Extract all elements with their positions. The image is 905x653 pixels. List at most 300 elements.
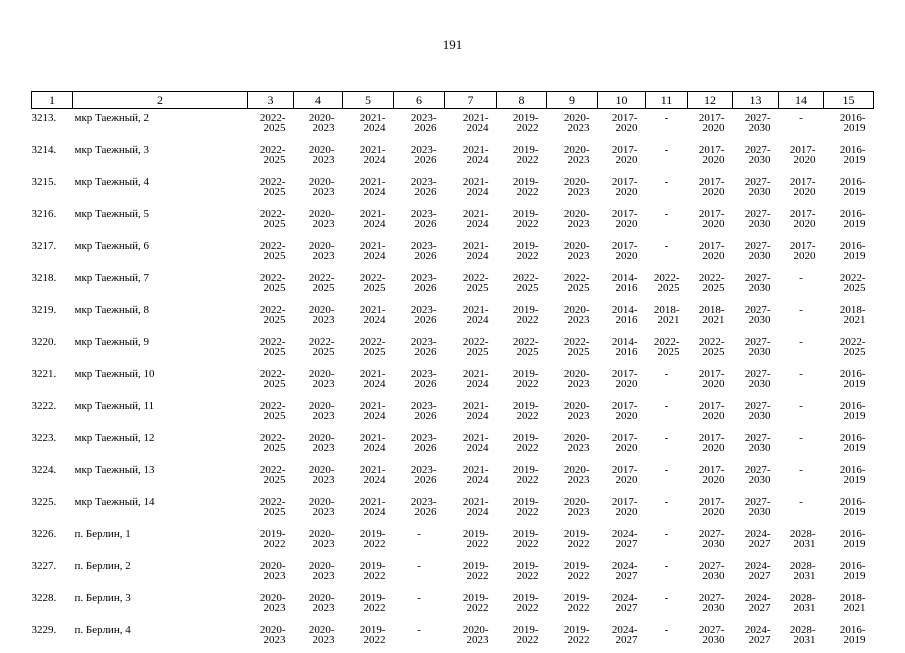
period-cell (688, 301, 733, 333)
period-end: 2019 (824, 539, 866, 549)
period-start: 2019- (497, 145, 539, 155)
table-row (32, 365, 874, 397)
period-cell (394, 205, 445, 237)
period-cell (294, 269, 343, 301)
period-cell (598, 557, 646, 589)
period-cell (598, 461, 646, 493)
period-start: 2016- (824, 625, 866, 635)
period-cell (497, 333, 547, 365)
period-start: 2021- (343, 209, 386, 219)
period-end: 2023 (294, 251, 335, 261)
empty-period-cell: - (646, 557, 688, 589)
period-cell (445, 493, 497, 525)
period-cell (294, 493, 343, 525)
period-cell (248, 397, 294, 429)
period-cell (598, 493, 646, 525)
period-cell (688, 589, 733, 621)
period-start: 2022- (248, 145, 286, 155)
address-cell: мкр Таежный, 6 (73, 237, 248, 269)
period-end: 2020 (598, 219, 638, 229)
address-cell: мкр Таежный, 4 (73, 173, 248, 205)
period-end: 2027 (598, 603, 638, 613)
period-start: 2019- (445, 593, 489, 603)
period-cell (445, 109, 497, 142)
period-cell (248, 237, 294, 269)
period-start: 2027- (733, 465, 771, 475)
period-start: 2021- (445, 497, 489, 507)
period-start: 2017- (688, 177, 725, 187)
period-cell (598, 429, 646, 461)
period-start: 2022- (547, 337, 590, 347)
period-start: 2017- (779, 177, 816, 187)
period-start: 2017- (688, 497, 725, 507)
period-start: 2021- (343, 113, 386, 123)
period-end: 2016 (598, 283, 638, 293)
period-start: 2017- (688, 465, 725, 475)
period-start: 2022- (248, 305, 286, 315)
period-start: 2016- (824, 529, 866, 539)
period-start: 2017- (598, 241, 638, 251)
period-cell (294, 109, 343, 142)
period-start: 2027- (733, 401, 771, 411)
period-start: 2020- (294, 497, 335, 507)
period-end: 2023 (547, 187, 590, 197)
period-start: 2023- (394, 433, 437, 443)
period-start: 2023- (394, 241, 437, 251)
period-cell (688, 621, 733, 653)
period-end: 2023 (547, 123, 590, 133)
period-start: 2014- (598, 337, 638, 347)
period-start: 2023- (394, 113, 437, 123)
address-cell: п. Берлин, 1 (73, 525, 248, 557)
period-start: 2019- (547, 593, 590, 603)
period-cell (497, 397, 547, 429)
period-start: 2017- (688, 113, 725, 123)
period-end: 2023 (547, 475, 590, 485)
period-cell (445, 269, 497, 301)
period-cell (497, 173, 547, 205)
period-start: 2022- (547, 273, 590, 283)
period-cell (497, 621, 547, 653)
empty-period-cell: - (394, 621, 445, 653)
table-row (32, 461, 874, 493)
table-row (32, 173, 874, 205)
period-end: 2022 (497, 411, 539, 421)
period-end: 2025 (248, 123, 286, 133)
empty-period-cell: - (646, 621, 688, 653)
period-start: 2020- (294, 305, 335, 315)
period-cell (445, 333, 497, 365)
period-start: 2027- (688, 561, 725, 571)
period-start: 2020- (294, 433, 335, 443)
period-end: 2031 (779, 635, 816, 645)
row-number: 3226. (32, 525, 73, 557)
table-row (32, 397, 874, 429)
period-end: 2023 (547, 251, 590, 261)
period-start: 2019- (497, 369, 539, 379)
period-end: 2025 (248, 315, 286, 325)
period-start: 2019- (497, 113, 539, 123)
period-start: 2017- (688, 401, 725, 411)
period-end: 2030 (733, 347, 771, 357)
period-start: 2021- (343, 401, 386, 411)
period-cell (497, 237, 547, 269)
period-cell (598, 397, 646, 429)
period-cell (547, 109, 598, 142)
period-cell (598, 141, 646, 173)
period-cell (497, 141, 547, 173)
period-start: 2016- (824, 177, 866, 187)
period-cell (394, 237, 445, 269)
period-end: 2022 (497, 123, 539, 133)
period-start: 2022- (688, 337, 725, 347)
period-start: 2027- (733, 305, 771, 315)
period-start: 2021- (445, 305, 489, 315)
period-end: 2023 (445, 635, 489, 645)
period-start: 2019- (343, 561, 386, 571)
period-start: 2020- (294, 241, 335, 251)
period-cell (343, 461, 394, 493)
address-cell: п. Берлин, 4 (73, 621, 248, 653)
period-end: 2025 (294, 283, 335, 293)
period-cell (394, 301, 445, 333)
period-cell (547, 333, 598, 365)
period-end: 2022 (497, 251, 539, 261)
period-cell (343, 621, 394, 653)
period-end: 2027 (598, 539, 638, 549)
column-header: 2 (73, 92, 248, 109)
period-start: 2019- (343, 529, 386, 539)
period-start: 2020- (248, 561, 286, 571)
period-end: 2026 (394, 283, 437, 293)
period-end: 2020 (688, 379, 725, 389)
period-end: 2019 (824, 219, 866, 229)
period-cell (688, 557, 733, 589)
address-cell: мкр Таежный, 8 (73, 301, 248, 333)
empty-period-cell: - (394, 557, 445, 589)
period-end: 2025 (248, 379, 286, 389)
table-row (32, 557, 874, 589)
address-cell: мкр Таежный, 11 (73, 397, 248, 429)
address-cell: п. Берлин, 3 (73, 589, 248, 621)
period-cell (824, 621, 874, 653)
period-start: 2022- (294, 337, 335, 347)
period-cell (824, 493, 874, 525)
address-cell: п. Берлин, 2 (73, 557, 248, 589)
period-cell (688, 461, 733, 493)
period-end: 2031 (779, 539, 816, 549)
schedule-table (31, 91, 874, 653)
period-start: 2021- (445, 241, 489, 251)
period-end: 2025 (445, 283, 489, 293)
period-cell (445, 141, 497, 173)
empty-period-cell: - (779, 461, 824, 493)
period-cell (294, 429, 343, 461)
period-end: 2027 (733, 571, 771, 581)
period-end: 2026 (394, 219, 437, 229)
period-cell (688, 237, 733, 269)
period-end: 2024 (445, 411, 489, 421)
period-end: 2022 (343, 635, 386, 645)
period-end: 2030 (733, 219, 771, 229)
period-end: 2022 (497, 635, 539, 645)
period-end: 2020 (779, 155, 816, 165)
period-cell (394, 109, 445, 142)
period-end: 2023 (248, 571, 286, 581)
period-start: 2017- (779, 209, 816, 219)
period-cell (445, 173, 497, 205)
period-start: 2016- (824, 241, 866, 251)
period-end: 2022 (497, 571, 539, 581)
empty-period-cell: - (646, 173, 688, 205)
period-start: 2022- (248, 209, 286, 219)
period-start: 2018- (824, 593, 866, 603)
period-end: 2016 (598, 347, 638, 357)
period-end: 2020 (688, 475, 725, 485)
period-cell (294, 301, 343, 333)
period-end: 2020 (688, 155, 725, 165)
period-start: 2027- (733, 145, 771, 155)
period-cell (343, 365, 394, 397)
period-end: 2026 (394, 411, 437, 421)
period-start: 2021- (343, 465, 386, 475)
table-row (32, 333, 874, 365)
period-start: 2024- (598, 593, 638, 603)
period-end: 2030 (733, 379, 771, 389)
period-start: 2027- (733, 273, 771, 283)
period-end: 2031 (779, 603, 816, 613)
period-start: 2023- (394, 465, 437, 475)
column-header: 5 (343, 92, 394, 109)
period-cell (248, 269, 294, 301)
period-cell (598, 109, 646, 142)
period-cell (248, 557, 294, 589)
row-number: 3229. (32, 621, 73, 653)
period-end: 2025 (248, 187, 286, 197)
period-start: 2018- (646, 305, 680, 315)
empty-period-cell: - (646, 589, 688, 621)
period-end: 2026 (394, 123, 437, 133)
period-cell (248, 493, 294, 525)
period-start: 2020- (547, 369, 590, 379)
period-start: 2019- (497, 593, 539, 603)
period-start: 2016- (824, 145, 866, 155)
period-start: 2022- (343, 337, 386, 347)
period-end: 2025 (248, 475, 286, 485)
period-cell (445, 397, 497, 429)
period-start: 2020- (294, 561, 335, 571)
period-start: 2019- (497, 241, 539, 251)
period-end: 2030 (688, 635, 725, 645)
period-end: 2020 (688, 187, 725, 197)
period-cell (688, 429, 733, 461)
period-start: 2017- (688, 209, 725, 219)
period-cell (497, 301, 547, 333)
page-number: 191 (0, 37, 905, 53)
column-header: 15 (824, 92, 874, 109)
period-start: 2019- (497, 401, 539, 411)
period-end: 2026 (394, 155, 437, 165)
period-end: 2020 (688, 123, 725, 133)
period-start: 2027- (733, 497, 771, 507)
period-end: 2019 (824, 251, 866, 261)
period-cell (294, 557, 343, 589)
period-start: 2027- (688, 593, 725, 603)
period-end: 2019 (824, 123, 866, 133)
period-cell (824, 461, 874, 493)
period-end: 2024 (343, 123, 386, 133)
period-end: 2024 (445, 315, 489, 325)
period-end: 2030 (733, 187, 771, 197)
period-end: 2025 (445, 347, 489, 357)
period-cell (445, 429, 497, 461)
period-end: 2023 (294, 539, 335, 549)
period-end: 2020 (598, 411, 638, 421)
period-start: 2027- (688, 625, 725, 635)
period-start: 2017- (598, 465, 638, 475)
period-end: 2016 (598, 315, 638, 325)
period-start: 2022- (248, 241, 286, 251)
period-start: 2024- (598, 529, 638, 539)
period-end: 2019 (824, 571, 866, 581)
period-end: 2025 (248, 219, 286, 229)
period-end: 2022 (547, 603, 590, 613)
period-end: 2020 (688, 219, 725, 229)
period-end: 2024 (343, 411, 386, 421)
table-row (32, 141, 874, 173)
period-cell (547, 525, 598, 557)
period-cell (547, 621, 598, 653)
period-cell (343, 237, 394, 269)
period-cell (547, 461, 598, 493)
period-cell (394, 141, 445, 173)
period-end: 2019 (824, 379, 866, 389)
period-end: 2026 (394, 475, 437, 485)
period-start: 2023- (394, 337, 437, 347)
period-start: 2017- (598, 433, 638, 443)
period-start: 2019- (547, 529, 590, 539)
period-end: 2027 (598, 635, 638, 645)
period-cell (733, 557, 779, 589)
period-end: 2027 (598, 571, 638, 581)
empty-period-cell: - (779, 333, 824, 365)
period-end: 2026 (394, 347, 437, 357)
period-end: 2020 (688, 251, 725, 261)
period-end: 2026 (394, 251, 437, 261)
period-start: 2022- (248, 337, 286, 347)
period-start: 2020- (547, 145, 590, 155)
period-start: 2027- (733, 209, 771, 219)
period-end: 2025 (497, 283, 539, 293)
period-start: 2023- (394, 369, 437, 379)
period-cell (824, 525, 874, 557)
period-start: 2028- (779, 625, 816, 635)
period-start: 2021- (445, 209, 489, 219)
period-end: 2026 (394, 507, 437, 517)
period-start: 2022- (248, 433, 286, 443)
period-end: 2025 (248, 251, 286, 261)
address-cell: мкр Таежный, 2 (73, 109, 248, 142)
period-cell (824, 141, 874, 173)
period-end: 2026 (394, 315, 437, 325)
period-cell (248, 461, 294, 493)
period-cell (824, 173, 874, 205)
column-header: 4 (294, 92, 343, 109)
column-header: 1 (32, 92, 73, 109)
period-end: 2030 (733, 123, 771, 133)
period-start: 2027- (733, 369, 771, 379)
period-cell (824, 109, 874, 142)
period-cell (598, 365, 646, 397)
period-cell (248, 141, 294, 173)
period-start: 2020- (547, 305, 590, 315)
period-cell (497, 493, 547, 525)
row-number: 3217. (32, 237, 73, 269)
empty-period-cell: - (779, 109, 824, 142)
column-header: 3 (248, 92, 294, 109)
period-cell (824, 557, 874, 589)
period-start: 2022- (646, 337, 680, 347)
period-start: 2027- (733, 337, 771, 347)
period-cell (733, 365, 779, 397)
period-end: 2022 (547, 571, 590, 581)
period-cell (445, 237, 497, 269)
period-cell (547, 141, 598, 173)
period-cell (688, 525, 733, 557)
period-cell (248, 365, 294, 397)
period-start: 2020- (547, 209, 590, 219)
table-row (32, 109, 874, 142)
period-end: 2024 (445, 155, 489, 165)
period-end: 2019 (824, 155, 866, 165)
period-start: 2017- (598, 401, 638, 411)
period-start: 2024- (733, 561, 771, 571)
period-start: 2019- (547, 625, 590, 635)
period-start: 2017- (688, 433, 725, 443)
row-number: 3219. (32, 301, 73, 333)
period-end: 2022 (497, 539, 539, 549)
address-cell: мкр Таежный, 12 (73, 429, 248, 461)
period-start: 2016- (824, 369, 866, 379)
period-start: 2021- (343, 177, 386, 187)
period-end: 2030 (733, 443, 771, 453)
period-end: 2023 (294, 379, 335, 389)
period-start: 2019- (497, 209, 539, 219)
period-start: 2023- (394, 177, 437, 187)
table-row (32, 237, 874, 269)
period-start: 2024- (733, 625, 771, 635)
period-start: 2023- (394, 209, 437, 219)
period-end: 2024 (445, 251, 489, 261)
period-start: 2019- (497, 561, 539, 571)
period-start: 2023- (394, 401, 437, 411)
period-cell (824, 237, 874, 269)
period-cell (394, 333, 445, 365)
period-end: 2023 (294, 603, 335, 613)
period-end: 2026 (394, 187, 437, 197)
period-cell (598, 205, 646, 237)
period-start: 2022- (248, 497, 286, 507)
empty-period-cell: - (779, 493, 824, 525)
row-number: 3214. (32, 141, 73, 173)
period-end: 2021 (688, 315, 725, 325)
period-start: 2027- (733, 177, 771, 187)
period-start: 2019- (497, 305, 539, 315)
period-start: 2016- (824, 401, 866, 411)
period-end: 2024 (343, 475, 386, 485)
period-cell (733, 397, 779, 429)
period-cell (688, 365, 733, 397)
